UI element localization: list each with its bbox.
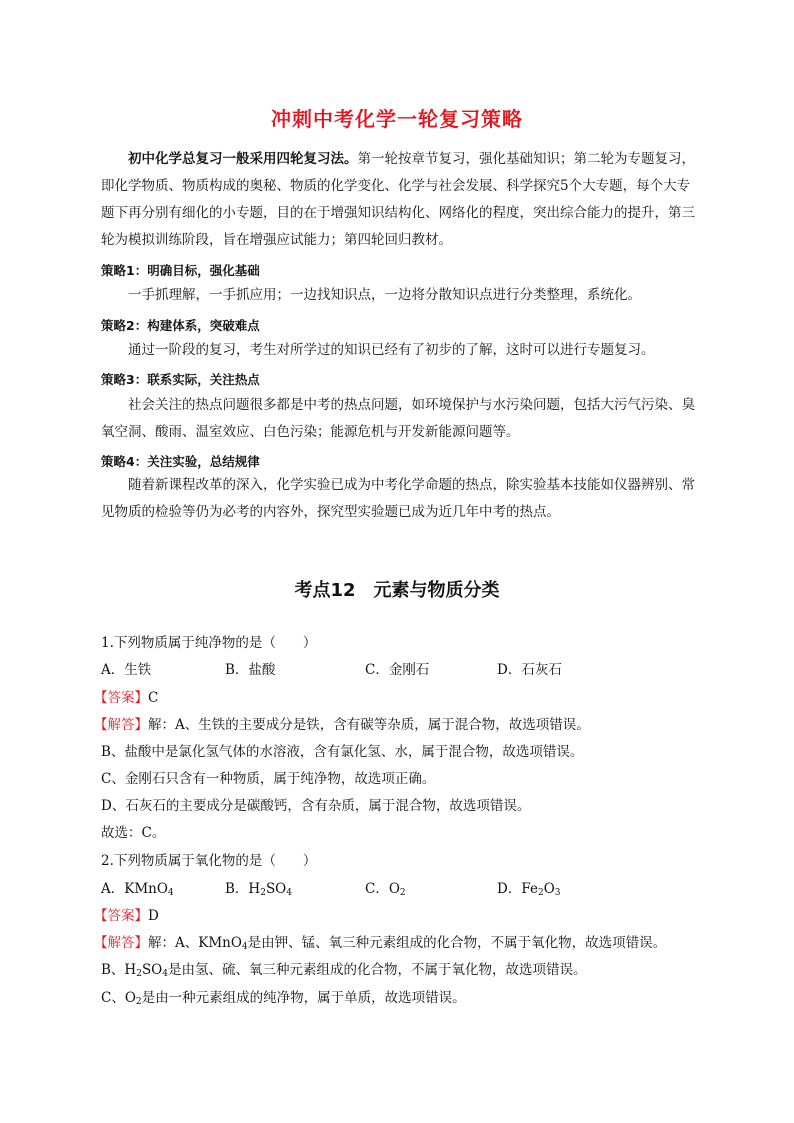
q2-explain-2-sub: 2 bbox=[136, 969, 142, 979]
q1-explain-text-1: 解：A、生铁的主要成分是铁，含有碳等杂质，属于混合物，故选项错误。 bbox=[148, 717, 590, 733]
q2-option-c-text: C．O bbox=[365, 881, 400, 897]
strategy-4-heading: 策略4：关注实验，总结规律 bbox=[101, 454, 260, 469]
q1-option-c: C．金刚石 bbox=[365, 662, 430, 678]
q2-answer-tag: 【答案】 bbox=[94, 908, 148, 924]
q2-explain-line-2 bbox=[101, 958, 587, 978]
q1-answer bbox=[94, 686, 158, 706]
q2-explain-3-post: 是由一种元素组成的纯净物，属于单质，故选项错误。 bbox=[141, 990, 466, 1006]
q2-explain-2-mid: SO bbox=[141, 962, 163, 978]
q2-option-b-sub2: 4 bbox=[286, 888, 292, 898]
q1-explain-line-4: D、石灰石的主要成分是碳酸钙，含有杂质，属于混合物，故选项错误。 bbox=[101, 798, 531, 814]
q2-option-c bbox=[365, 877, 406, 897]
q2-option-b-text: B．H bbox=[225, 881, 261, 897]
q1-explain-line-3: C、金刚石只含有一种物质，属于纯净物，故选项正确。 bbox=[101, 771, 436, 787]
q1-option-a: A．生铁 bbox=[101, 662, 152, 678]
q1-stem: 1.下列物质属于纯净物的是（ ） bbox=[101, 635, 317, 651]
section-label: 考点12 bbox=[294, 580, 356, 601]
q2-explain-2-sub2: 4 bbox=[162, 969, 168, 979]
q2-option-c-sub: 2 bbox=[399, 888, 406, 898]
q2-explain-3-sub: 2 bbox=[135, 997, 142, 1007]
q1-option-b: B．盐酸 bbox=[225, 662, 276, 678]
strategy-1-heading: 策略1：明确目标，强化基础 bbox=[101, 263, 260, 278]
q1-explain-line-1 bbox=[94, 713, 590, 733]
q1-answer-value: C bbox=[148, 690, 159, 706]
q1-option-d: D．石灰石 bbox=[497, 662, 562, 678]
q2-stem: 2.下列物质属于氧化物的是（ ） bbox=[101, 853, 317, 869]
strategy-1-body: 一手抓理解，一手抓应用；一边找知识点，一边将分散知识点进行分类整理，系统化。 bbox=[128, 287, 641, 303]
q2-option-a-text: A．KMnO bbox=[101, 881, 168, 897]
intro-lead: 初中化学总复习一般采用四轮复习法。 bbox=[128, 151, 358, 167]
q2-explain-3-pre: C、O bbox=[101, 990, 136, 1006]
q2-option-d bbox=[497, 877, 561, 897]
q2-option-d-mid: O bbox=[543, 881, 555, 897]
q2-option-a bbox=[101, 877, 174, 897]
q2-answer bbox=[94, 904, 159, 924]
q2-option-d-sub2: 3 bbox=[554, 888, 561, 898]
q2-explain-1-pre: 解：A、KMnO bbox=[148, 935, 242, 951]
q2-explain-tag: 【解答】 bbox=[94, 935, 148, 951]
section-name: 元素与物质分类 bbox=[373, 580, 500, 601]
q1-explain-line-5: 故选：C。 bbox=[101, 825, 166, 841]
q2-answer-value: D bbox=[148, 908, 159, 924]
strategy-4-body: 随着新课程改革的深入，化学实验已成为中考化学命题的热点，除实验基本技能如仪器辨别、常见物质的检验等仍为必考的内容外，探究型实验题已成为近几年中考的热点。 bbox=[101, 477, 695, 520]
q2-explain-2-pre: B、H bbox=[101, 962, 137, 978]
q1-explain-tag: 【解答】 bbox=[94, 717, 148, 733]
strategy-3-body: 社会关注的热点问题很多都是中考的热点问题，如环境保护与水污染问题，包括大污气污染、臭氧空洞、酸雨、温室效应、白色污染；能源危机与开发新能源问题等。 bbox=[101, 397, 695, 440]
q2-explain-line-1 bbox=[94, 931, 666, 951]
strategy-2-body: 通过一阶段的复习，考生对所学过的知识已经有了初步的了解，这时可以进行专题复习。 bbox=[128, 342, 655, 358]
q2-option-d-sub: 2 bbox=[537, 888, 544, 898]
q2-explain-1-post: 是由钾、锰、氧三种元素组成的化合物，不属于氧化物，故选项错误。 bbox=[247, 935, 667, 951]
q2-explain-1-sub: 4 bbox=[241, 942, 248, 952]
q2-option-b-mid: SO bbox=[265, 881, 287, 897]
q2-option-b-sub: 2 bbox=[260, 888, 266, 898]
q2-explain-line-3 bbox=[101, 986, 466, 1006]
strategy-3-heading: 策略3：联系实际，关注热点 bbox=[101, 372, 260, 387]
q2-explain-2-post: 是由氢、硫、氧三种元素组成的化合物，不属于氧化物，故选项错误。 bbox=[168, 962, 587, 978]
q2-option-b bbox=[225, 877, 292, 897]
strategy-2-heading: 策略2：构建体系，突破难点 bbox=[101, 318, 260, 333]
q1-explain-line-2: B、盐酸中是氯化氢气体的水溶液，含有氯化氢、水，属于混合物，故选项错误。 bbox=[101, 744, 584, 760]
intro-paragraph bbox=[101, 146, 701, 254]
q2-option-a-sub: 4 bbox=[167, 888, 174, 898]
intro-rest: 第一轮按章节复习，强化基础知识；第二轮为专题复习，即化学物质、物质构成的奥秘、物质的化学变化、化学与社会发展、科学探究5个大专题，每个大专题下再分别有细化的小专题，目的在于增强知识结构化、网络化的程度，突出综合能力的提升，第三轮为模拟训练阶段，旨在增强应试能力；第四轮回归教材。 bbox=[101, 151, 695, 248]
q1-answer-tag: 【答案】 bbox=[94, 690, 148, 706]
q2-option-d-text: D．Fe bbox=[497, 881, 538, 897]
section-title bbox=[0, 576, 794, 602]
page-title: 冲刺中考化学一轮复习策略 bbox=[271, 107, 523, 131]
